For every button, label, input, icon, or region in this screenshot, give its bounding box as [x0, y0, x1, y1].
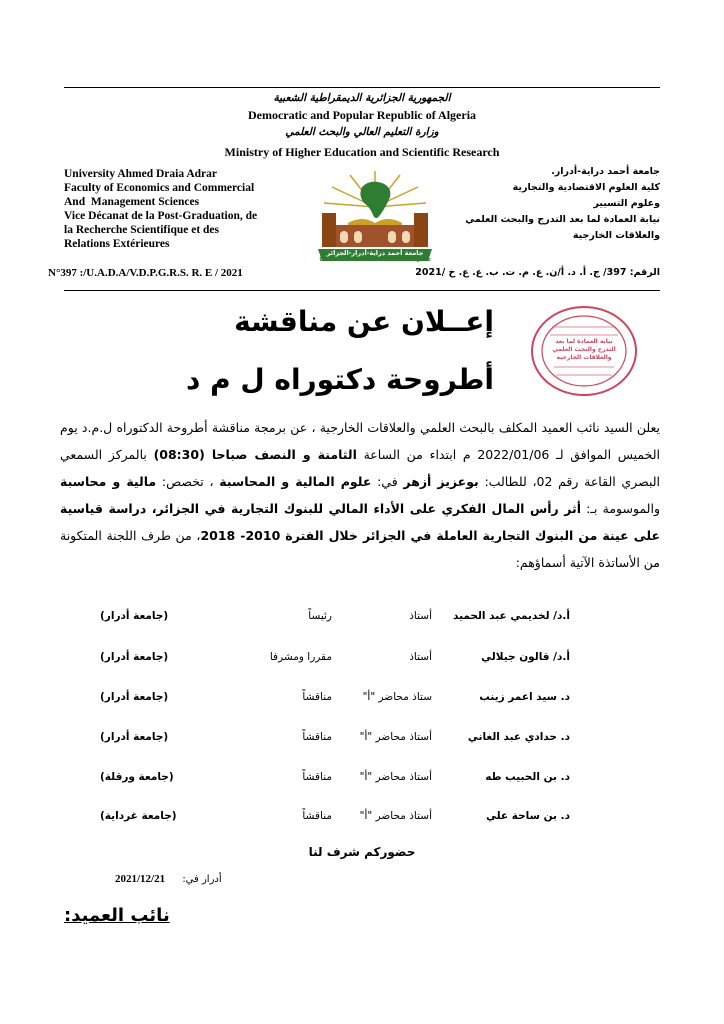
paragraph-text: ، تخصص: — [156, 474, 220, 489]
jury-role: رئيساً — [308, 610, 332, 622]
closing-line: حضوركم شرف لنا — [308, 845, 416, 859]
defense-time: الثامنة و النصف صباحا (08:30) — [153, 447, 357, 462]
logo-text-fr: Université Ahmed DRAIA. Adrar-Algérie — [319, 257, 431, 263]
jury-row — [100, 651, 570, 669]
jury-rank: أستاذ محاضر "أ" — [359, 810, 432, 822]
thesis-subject: أثر رأس المال الفكري على الأداء المالي للبنوك التجارية في الجزائر، دراسة قياسية على عينة من البنوك التجارية العاملة في الجزائر خلال الفترة 2010- 2018 — [60, 501, 660, 543]
thesis-title: أطروحة دكتوراه ل م د — [185, 363, 494, 396]
logo-text-ar: جامعة أحمد دراية-أدرار-الجزائر — [326, 249, 424, 257]
institution-line: والعلاقات الخارجية — [572, 230, 660, 241]
institution-block-en — [64, 167, 299, 251]
jury-name: د. بن الحبيب طه — [485, 771, 570, 783]
jury-name: د. سيد اعمر زينب — [479, 691, 570, 703]
jury-university: (جامعة ورقلة) — [100, 771, 174, 783]
jury-rank: أستاذ — [409, 651, 432, 663]
jury-name: أ.د/ لخديمي عبد الحميد — [453, 610, 570, 622]
ministry-en: Ministry of Higher Education and Scientific Research — [224, 145, 500, 159]
jury-rank: أستاذ — [409, 610, 432, 622]
institution-line: Vice Décanat de la Post-Graduation, de — [64, 210, 258, 222]
jury-role: مناقشاً — [302, 731, 332, 743]
official-stamp — [530, 305, 638, 397]
stamp-text: نيابة العمادة لما بعد التدرج والبحث العلمي والعلاقات الخارجية — [552, 338, 616, 361]
institution-line: جامعة أحمد دراية-أدرار. — [551, 166, 660, 177]
republic-en: Democratic and Popular Republic of Algeria — [247, 108, 477, 122]
jury-rank: أستاذ محاضر "أ" — [359, 731, 432, 743]
jury-row — [100, 771, 570, 789]
announcement-paragraph — [60, 414, 660, 576]
jury-row — [100, 691, 570, 709]
paragraph-text: ، من طرف اللجنة المتكونة من الأساتذة الآتية أسماؤهم: — [60, 528, 660, 570]
header-bottom-rule — [64, 290, 660, 291]
ministry-ar: وزارة التعليم العالي والبحث العلمي — [285, 126, 439, 138]
jury-name: د. حدادي عبد الغاني — [467, 731, 570, 743]
jury-rank: ستاذ محاضر "أ" — [362, 691, 432, 703]
paragraph-text: والموسومة بـ: — [581, 501, 660, 516]
specialty-name: مالية و محاسبة — [60, 474, 157, 489]
top-rule — [64, 87, 660, 88]
paragraph-text: يعلن السيد نائب العميد المكلف بالبحث العلمي والعلاقات الخارجية ، عن برمجة مناقشة أطروحة الدكتوراه ل.م.د يوم الخميس الموافق لـ 2022/01/06 م ابتداء من الساعة — [60, 420, 661, 462]
jury-name: أ.د/ قالون جيلالي — [481, 651, 570, 663]
announcement-title: إعــلان عن مناقشة — [234, 305, 494, 338]
university-logo — [300, 165, 450, 265]
institution-line: la Recherche Scientifique et des — [64, 224, 220, 236]
institution-line: And Management Sciences — [64, 196, 200, 208]
field-name: علوم المالية و المحاسبة — [219, 474, 372, 489]
jury-row — [100, 610, 570, 628]
jury-university: (جامعة أدرار) — [100, 651, 169, 663]
place-label: أدرار في: — [182, 874, 222, 885]
jury-row — [100, 810, 570, 828]
jury-rank: أستاذ محاضر "أ" — [359, 771, 432, 783]
paragraph-text: بالمركز السمعي البصري القاعة رقم 02، للطالب: — [60, 447, 661, 489]
jury-name: د. بن ساحة علي — [485, 810, 570, 822]
student-name: بوعزيز أزهر — [403, 474, 479, 489]
date-place — [115, 873, 222, 885]
jury-role: مقررا ومشرفا — [269, 651, 332, 663]
institution-block-ar — [460, 164, 660, 244]
jury-role: مناقشاً — [302, 691, 332, 703]
institution-line: كلية العلوم الاقتصادية والتجارية — [512, 182, 660, 193]
reference-number-en: N°397 :/U.A.D.A/V.D.P.G.R.S. R. E / 2021 — [48, 267, 243, 279]
institution-line: Faculty of Economics and Commercial — [64, 182, 255, 194]
jury-university: (جامعة أدرار) — [100, 691, 169, 703]
institution-line: Relations Extérieures — [64, 238, 170, 250]
jury-university: (جامعة غرداية) — [100, 810, 177, 822]
signature-title: نائب العميد: — [64, 905, 170, 926]
institution-line: نيابة العمادة لما بعد التدرج والبحث العلمي — [465, 214, 660, 225]
issue-date: 2021/12/21 — [115, 873, 166, 885]
jury-role: مناقشاً — [302, 810, 332, 822]
institution-line: وعلوم التسيير — [593, 198, 660, 209]
republic-ar: الجمهورية الجزائرية الديمقراطية الشعبية — [273, 92, 451, 104]
jury-role: مناقشاً — [302, 771, 332, 783]
jury-row — [100, 731, 570, 749]
reference-number-ar: الرقم: 397/ ج. أ. د. أ/ن. ع. م. ت. ب. ع. ع. خ /2021 — [415, 267, 660, 278]
jury-university: (جامعة أدرار) — [100, 731, 169, 743]
paragraph-text: في: — [371, 474, 404, 489]
jury-university: (جامعة أدرار) — [100, 610, 169, 622]
institution-line: University Ahmed Draia Adrar — [64, 168, 218, 180]
